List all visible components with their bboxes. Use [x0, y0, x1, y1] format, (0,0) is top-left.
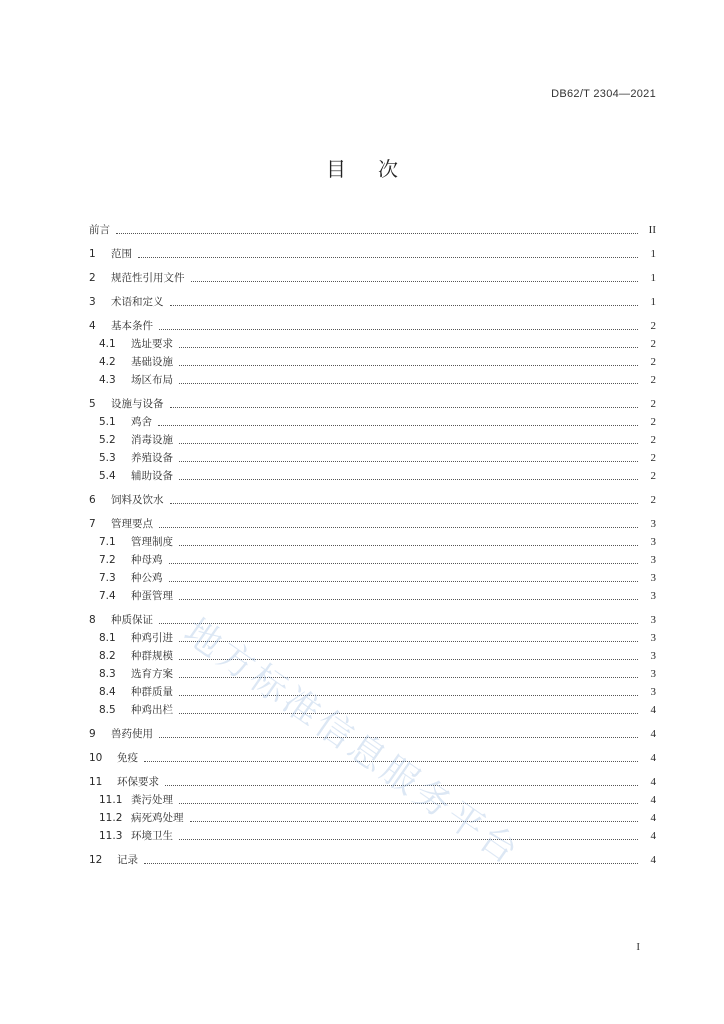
toc-entry-title: 管理要点	[111, 518, 153, 530]
toc-entry-page: 2	[650, 416, 656, 428]
toc-entry-page: 2	[650, 452, 656, 464]
toc-entry-number: 7	[89, 518, 96, 530]
toc-entry-title: 规范性引用文件	[111, 272, 185, 284]
toc-entry-number: 8.5	[99, 704, 116, 716]
toc-entry[interactable]	[89, 293, 656, 311]
toc-entry-number: 4.3	[99, 374, 116, 386]
dot-leader	[190, 820, 639, 822]
toc-entry-number: 9	[89, 728, 96, 740]
dot-leader	[179, 346, 638, 348]
toc-entry-title: 鸡舍	[131, 416, 152, 428]
toc-entry-title: 基本条件	[111, 320, 153, 332]
dot-leader	[144, 760, 638, 762]
toc-entry-number: 11.2	[99, 812, 123, 824]
toc-entry-page: 3	[650, 554, 656, 566]
toc-entry[interactable]	[89, 827, 656, 845]
title-part-1: 目	[326, 157, 346, 181]
dot-leader	[179, 712, 638, 714]
dot-leader	[138, 256, 638, 258]
toc-entry-title: 记录	[117, 854, 138, 866]
toc-entry[interactable]	[89, 371, 656, 389]
toc-entry-page: 4	[650, 776, 656, 788]
dot-leader	[170, 406, 639, 408]
toc-entry-title: 消毒设施	[131, 434, 173, 446]
toc-entry-title: 基础设施	[131, 356, 173, 368]
toc-entry-number: 5	[89, 398, 96, 410]
toc-entry[interactable]	[89, 725, 656, 743]
toc-entry-number: 1	[89, 248, 96, 260]
toc-entry-page: 4	[650, 704, 656, 716]
toc-entry-page: 1	[650, 296, 656, 308]
toc-entry-number: 7.2	[99, 554, 116, 566]
toc-entry[interactable]	[89, 809, 656, 827]
toc-entry-number: 2	[89, 272, 96, 284]
toc-entry-title: 管理制度	[131, 536, 173, 548]
dot-leader	[179, 694, 638, 696]
toc-entry-number: 11.3	[99, 830, 123, 842]
page-title	[0, 153, 724, 182]
toc-entry-title: 种鸡引进	[131, 632, 173, 644]
toc-entry-page: 4	[650, 830, 656, 842]
toc-entry[interactable]	[89, 395, 656, 413]
toc-entry-page: 3	[650, 518, 656, 530]
toc-entry-page: 2	[650, 398, 656, 410]
toc-entry-page: 3	[650, 590, 656, 602]
toc-entry-number: 8.3	[99, 668, 116, 680]
toc-entry-number: 4.1	[99, 338, 116, 350]
dot-leader	[165, 784, 638, 786]
dot-leader	[169, 562, 639, 564]
toc-entry-title: 场区布局	[131, 374, 173, 386]
toc-entry[interactable]	[89, 245, 656, 263]
toc-entry-number: 10	[89, 752, 103, 764]
toc-entry-title: 免疫	[117, 752, 138, 764]
toc-entry-page: 2	[650, 356, 656, 368]
toc-entry-title: 粪污处理	[131, 794, 173, 806]
toc-entry-page: 2	[650, 494, 656, 506]
dot-leader	[169, 580, 639, 582]
toc-entry[interactable]	[89, 701, 656, 719]
toc-entry-title: 选育方案	[131, 668, 173, 680]
toc-entry-title: 种质保证	[111, 614, 153, 626]
dot-leader	[158, 424, 638, 426]
toc-entry[interactable]	[89, 647, 656, 665]
toc-entry-number: 7.1	[99, 536, 116, 548]
toc-entry-number: 8.2	[99, 650, 116, 662]
toc-entry-page: 2	[650, 470, 656, 482]
toc-entry[interactable]	[89, 467, 656, 485]
toc-entry-number: 4	[89, 320, 96, 332]
toc-entry-page: 1	[650, 248, 656, 260]
toc-entry[interactable]	[89, 791, 656, 809]
toc-entry[interactable]	[89, 773, 656, 791]
toc-entry[interactable]	[89, 569, 656, 587]
toc-entry-page: 3	[650, 536, 656, 548]
toc-entry-title: 兽药使用	[111, 728, 153, 740]
toc-entry-number: 8.1	[99, 632, 116, 644]
toc-entry-page: 3	[650, 668, 656, 680]
toc-entry-number: 11	[89, 776, 103, 788]
toc-entry-page: 3	[650, 614, 656, 626]
toc-entry-number: 8.4	[99, 686, 116, 698]
toc-entry[interactable]	[89, 317, 656, 335]
toc-entry-number: 7.4	[99, 590, 116, 602]
toc-entry[interactable]	[89, 665, 656, 683]
toc-entry-page: 2	[650, 320, 656, 332]
dot-leader	[179, 544, 638, 546]
toc-entry-title: 种群质量	[131, 686, 173, 698]
dot-leader	[179, 802, 638, 804]
dot-leader	[170, 304, 639, 306]
dot-leader	[179, 442, 638, 444]
dot-leader	[170, 502, 639, 504]
toc-entry-title: 环保要求	[117, 776, 159, 788]
toc-entry[interactable]	[89, 431, 656, 449]
toc-entry-page: 2	[650, 374, 656, 386]
toc-entry[interactable]	[89, 413, 656, 431]
toc-entry-title: 种母鸡	[131, 554, 163, 566]
dot-leader	[159, 328, 638, 330]
page-number: I	[636, 941, 640, 953]
dot-leader	[159, 736, 638, 738]
toc-entry[interactable]	[89, 611, 656, 629]
dot-leader	[179, 640, 638, 642]
toc-entry-title: 种鸡出栏	[131, 704, 173, 716]
toc-entry-number: 5.3	[99, 452, 116, 464]
toc-entry-page: 3	[650, 632, 656, 644]
toc-entry-page: 2	[650, 434, 656, 446]
title-part-2: 次	[378, 157, 398, 181]
toc-entry[interactable]	[89, 629, 656, 647]
toc-entry-title: 种群规模	[131, 650, 173, 662]
toc-entry-title: 环境卫生	[131, 830, 173, 842]
dot-leader	[116, 232, 638, 234]
toc-entry[interactable]	[89, 491, 656, 509]
dot-leader	[159, 622, 638, 624]
dot-leader	[191, 280, 639, 282]
document-code: DB62/T 2304—2021	[551, 88, 656, 100]
toc-entry-number: 3	[89, 296, 96, 308]
toc-entry-number: 5.1	[99, 416, 116, 428]
dot-leader	[144, 862, 638, 864]
toc-entry-title: 养殖设备	[131, 452, 173, 464]
dot-leader	[179, 838, 638, 840]
dot-leader	[179, 364, 638, 366]
toc-entry-number: 12	[89, 854, 103, 866]
toc-entry[interactable]	[89, 515, 656, 533]
toc-entry-page: 3	[650, 572, 656, 584]
dot-leader	[159, 526, 638, 528]
toc-entry[interactable]	[89, 551, 656, 569]
dot-leader	[179, 658, 638, 660]
toc-entry-title: 种公鸡	[131, 572, 163, 584]
toc-entry[interactable]	[89, 587, 656, 605]
toc-entry-title: 选址要求	[131, 338, 173, 350]
toc-entry-page: 4	[650, 794, 656, 806]
toc-entry-page: 3	[650, 686, 656, 698]
toc-entry[interactable]	[89, 353, 656, 371]
toc-entry-page: II	[648, 224, 656, 236]
watermark: 地方标准信息服务平台	[176, 611, 528, 875]
toc-entry[interactable]	[89, 851, 656, 869]
toc-entry[interactable]	[89, 221, 656, 239]
toc-entry[interactable]	[89, 683, 656, 701]
toc-entry-title: 设施与设备	[111, 398, 164, 410]
toc-entry-title: 种蛋管理	[131, 590, 173, 602]
table-of-contents	[89, 221, 656, 869]
toc-entry-title: 前言	[89, 224, 110, 236]
toc-entry-number: 4.2	[99, 356, 116, 368]
dot-leader	[179, 598, 638, 600]
dot-leader	[179, 460, 638, 462]
toc-entry-page: 1	[650, 272, 656, 284]
toc-entry-page: 4	[650, 854, 656, 866]
toc-entry-number: 5.2	[99, 434, 116, 446]
toc-entry-page: 4	[650, 728, 656, 740]
toc-entry[interactable]	[89, 533, 656, 551]
toc-entry-title: 范围	[111, 248, 132, 260]
toc-entry-title: 饲料及饮水	[111, 494, 164, 506]
dot-leader	[179, 382, 638, 384]
toc-entry-title: 辅助设备	[131, 470, 173, 482]
toc-entry-number: 11.1	[99, 794, 123, 806]
toc-entry[interactable]	[89, 749, 656, 767]
toc-entry-title: 病死鸡处理	[131, 812, 184, 824]
toc-entry-number: 8	[89, 614, 96, 626]
dot-leader	[179, 676, 638, 678]
toc-entry-title: 术语和定义	[111, 296, 164, 308]
toc-entry-page: 4	[650, 752, 656, 764]
toc-entry-number: 6	[89, 494, 96, 506]
toc-entry-number: 5.4	[99, 470, 116, 482]
toc-entry-page: 3	[650, 650, 656, 662]
toc-entry[interactable]	[89, 449, 656, 467]
toc-entry-number: 7.3	[99, 572, 116, 584]
toc-entry-page: 4	[650, 812, 656, 824]
dot-leader	[179, 478, 638, 480]
toc-entry-page: 2	[650, 338, 656, 350]
toc-entry[interactable]	[89, 335, 656, 353]
toc-entry[interactable]	[89, 269, 656, 287]
